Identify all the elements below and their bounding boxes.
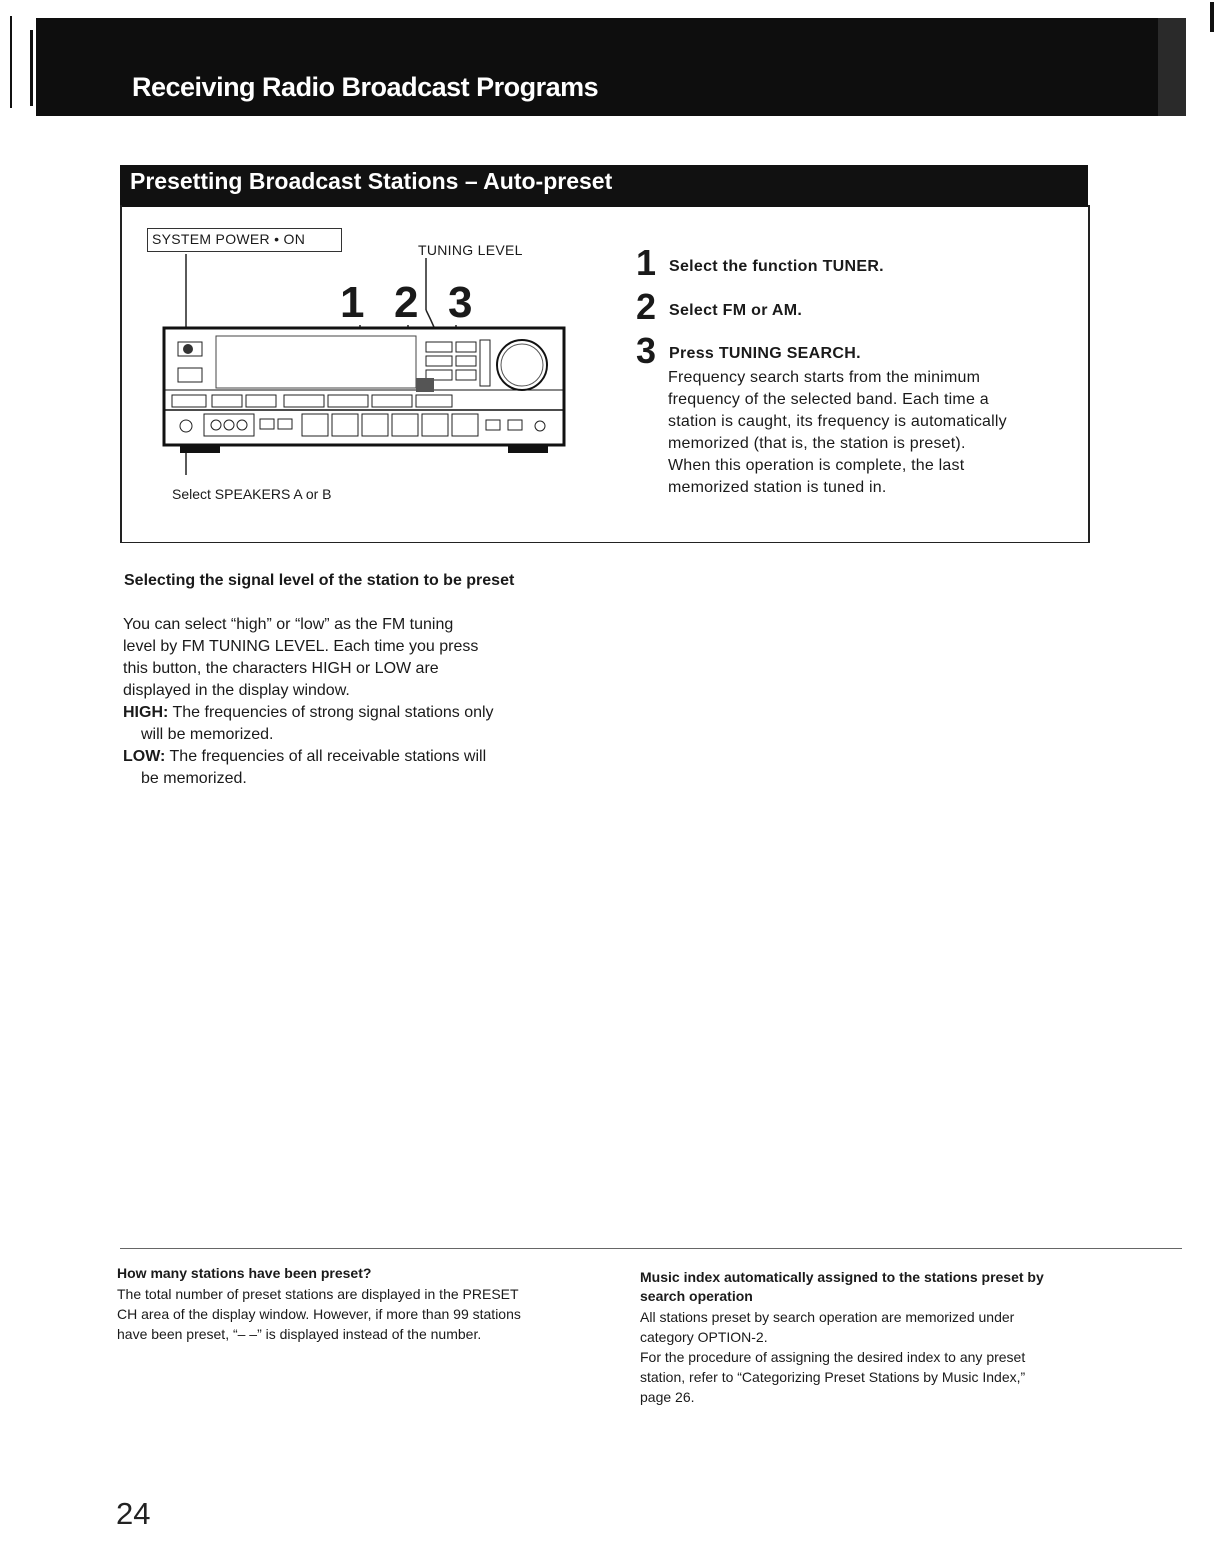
text-line: category OPTION-2. [640, 1329, 768, 1345]
system-power-label: SYSTEM POWER • ON [152, 231, 306, 247]
low-text: The frequencies of all receivable stations will [169, 748, 487, 765]
text-line: memorized station is tuned in. [668, 479, 887, 496]
text-line: All stations preset by search operation are memorized under [640, 1309, 1015, 1325]
page-number: 24 [116, 1496, 151, 1531]
text-line: When this operation is complete, the last [668, 457, 965, 474]
low-definition [123, 746, 563, 768]
note-body-preset-count [117, 1284, 521, 1344]
margin-rule-right [1210, 2, 1214, 32]
diagram-step-number-1: 1 [340, 278, 365, 327]
step-number-3: 3 [636, 330, 657, 371]
section-title: Presetting Broadcast Stations – Auto-preset [130, 168, 613, 194]
margin-rule-left-bold [30, 30, 33, 106]
text-line: For the procedure of assigning the desired index to any preset [640, 1349, 1026, 1365]
high-text: The frequencies of strong signal stations only [172, 704, 494, 721]
margin-rule-left [10, 16, 12, 108]
signal-level-heading: Selecting the signal level of the station to be preset [124, 572, 515, 589]
step-3-description [668, 367, 1068, 499]
receiver-front-panel-illustration [120, 250, 590, 490]
note-title-preset-count: How many stations have been preset? [117, 1265, 372, 1281]
text-line: displayed in the display window. [123, 682, 350, 699]
note-title-music-index [640, 1268, 1044, 1306]
low-term: LOW: [123, 748, 166, 765]
text-line: level by FM TUNING LEVEL. Each time you press [123, 638, 479, 655]
step-title-3: Press TUNING SEARCH. [669, 345, 861, 362]
diagram-step-number-3: 3 [448, 278, 473, 327]
high-term: HIGH: [123, 704, 169, 721]
text-line: The total number of preset stations are displayed in the PRESET [117, 1286, 519, 1302]
step-number-1: 1 [636, 242, 657, 283]
text-line: will be memorized. [141, 726, 274, 743]
notes-separator [120, 1248, 1182, 1249]
page-title: Receiving Radio Broadcast Programs [132, 72, 599, 102]
text-line: page 26. [640, 1389, 695, 1405]
text-line: search operation [640, 1288, 753, 1304]
text-line: Frequency search starts from the minimum [668, 369, 981, 386]
step-number-2: 2 [636, 286, 657, 327]
select-speakers-label: Select SPEAKERS A or B [172, 486, 332, 502]
text-line: Music index automatically assigned to the stations preset by [640, 1269, 1044, 1285]
text-line: station is caught, its frequency is automatically [668, 413, 1007, 430]
text-line: You can select “high” or “low” as the FM tuning [123, 616, 454, 633]
step-title-2: Select FM or AM. [669, 302, 803, 319]
text-line: frequency of the selected band. Each time a [668, 391, 989, 408]
tuning-level-label: TUNING LEVEL [418, 242, 523, 258]
note-body-music-index [640, 1307, 1025, 1407]
step-title-1: Select the function TUNER. [669, 258, 884, 275]
text-line: station, refer to “Categorizing Preset Stations by Music Index,” [640, 1369, 1026, 1385]
high-definition [123, 702, 563, 724]
diagram-step-number-2: 2 [394, 278, 419, 327]
signal-level-body [123, 614, 563, 790]
text-line: CH area of the display window. However, if more than 99 stations [117, 1306, 521, 1322]
text-line: this button, the characters HIGH or LOW are [123, 660, 439, 677]
text-line: memorized (that is, the station is preset). [668, 435, 966, 452]
text-line: have been preset, “– –” is displayed instead of the number. [117, 1326, 482, 1342]
text-line: be memorized. [141, 770, 247, 787]
